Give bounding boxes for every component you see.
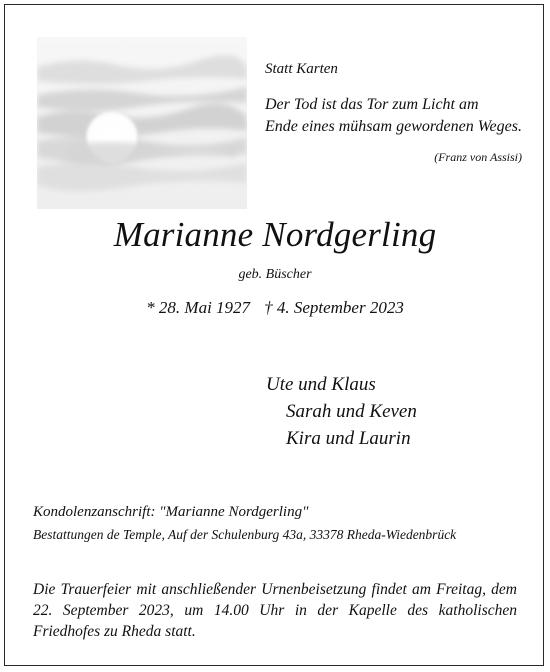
misty-sun-illustration bbox=[37, 37, 247, 209]
condolence-address: Bestattungen de Temple, Auf der Schulenburg 43a, 33378 Rheda-Wiedenbrück bbox=[33, 527, 457, 542]
birth-date: * 28. Mai 1927 bbox=[146, 298, 251, 317]
mourner-line: Kira und Laurin bbox=[286, 428, 411, 449]
quote-line-1: Der Tod ist das Tor zum Licht am bbox=[265, 96, 479, 113]
deceased-name: Marianne Nordgerling bbox=[113, 215, 437, 254]
mourner-line: Sarah und Keven bbox=[286, 401, 417, 422]
quote-line-2: Ende eines mühsam gewordenen Weges. bbox=[265, 118, 522, 135]
life-dates bbox=[0, 298, 550, 318]
condolence-title: Kondolenzanschrift: "Marianne Nordgerling" bbox=[33, 504, 309, 520]
service-announcement: Die Trauerfeier mit anschließender Urnenbeisetzung findet am Freitag, dem 22. September 2023, um 14.00 Uhr in der Kapelle des katholischen Friedhofes zu Rheda statt. bbox=[33, 581, 517, 640]
quote-author: (Franz von Assisi) bbox=[434, 150, 522, 164]
death-date: † 4. September 2023 bbox=[264, 298, 404, 317]
mourner-line: Ute und Klaus bbox=[266, 374, 376, 395]
maiden-name: geb. Büscher bbox=[238, 267, 312, 282]
statt-karten-label: Statt Karten bbox=[265, 61, 338, 77]
